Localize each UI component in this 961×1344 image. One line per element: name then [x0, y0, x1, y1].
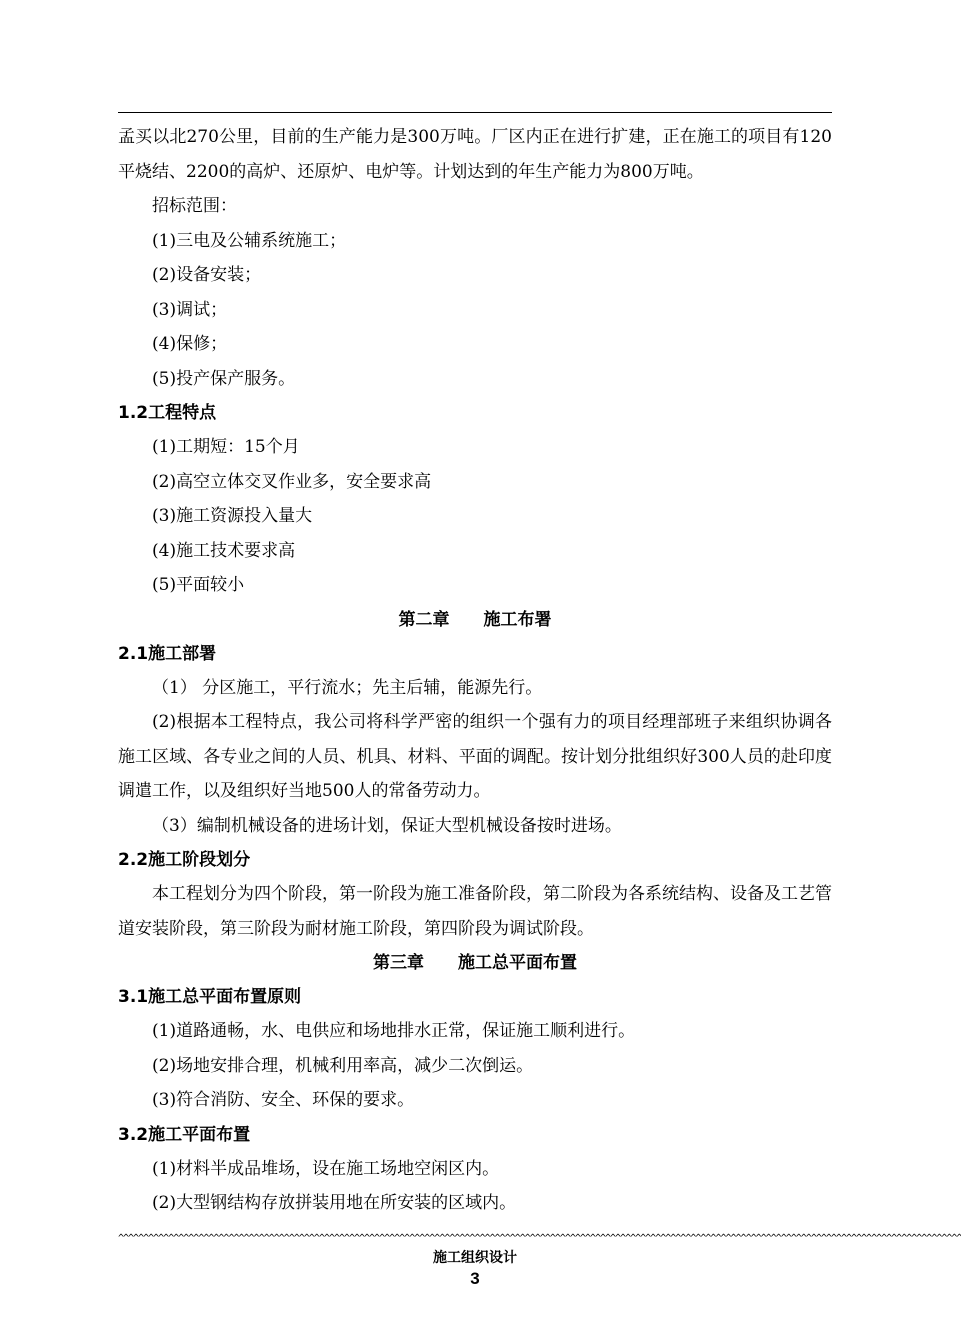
header-rule	[118, 112, 832, 113]
feature-item: (2)高空立体交叉作业多，安全要求高	[152, 471, 432, 492]
feature-item: (4)施工技术要求高	[152, 540, 296, 561]
principle-item: (1)道路通畅，水、电供应和场地排水正常，保证施工顺利进行。	[152, 1021, 636, 1041]
scope-label: 招标范围：	[152, 196, 237, 216]
phases-paragraph: 本工程划分为四个阶段，第一阶段为施工准备阶段，第二阶段为各系统结构、设备及工艺管道安装阶段，第三阶段为耐材施工阶段，第四阶段为调试阶段。	[118, 884, 832, 939]
feature-item: (5)平面较小	[152, 575, 245, 595]
chapter-3-number: 第三章	[373, 953, 424, 973]
footer-ornament-line: ^^^^^^^^^^^^^^^^^^^^^^^^^^^^^^^^^^^^^^^^^^^^^^^^^^^^^^^^^^^^^^^^^^^^^^^^^^^^^^^^^^^^^^^^^^^^^^^^^^^^^^^^^^^^^^^^^^^^^^^^^^^^^^^^^^^^^^^^^^^^^^^^^^^^^^^^^^^^^^^^^^^^^^^^	[118, 1233, 961, 1244]
principle-item: (2)场地安排合理，机械利用率高，减少二次倒运。	[152, 1055, 534, 1076]
section-heading-2-2: 2.2施工阶段划分	[118, 850, 251, 870]
scope-item: (1)三电及公辅系统施工；	[152, 230, 347, 251]
chapter-3-title: 施工总平面布置	[458, 953, 577, 973]
scope-item: (5)投产保产服务。	[152, 368, 296, 389]
chapter-2-heading	[118, 603, 832, 637]
feature-item: (3)施工资源投入量大	[152, 506, 313, 526]
principle-item: (3)符合消防、安全、环保的要求。	[152, 1090, 415, 1110]
chapter-3-heading	[118, 946, 832, 980]
layout-item: (2)大型钢结构存放拼装用地在所安装的区域内。	[152, 1193, 517, 1213]
document-body	[118, 120, 832, 1221]
page-number: 3	[470, 1269, 480, 1288]
section-heading-3-1: 3.1施工总平面布置原则	[118, 987, 302, 1007]
section-heading-1-2: 1.2工程特点	[118, 403, 217, 423]
feature-item: (1)工期短：15个月	[152, 437, 300, 457]
section-heading-2-1: 2.1施工部署	[118, 643, 217, 664]
deploy-item-1: （1） 分区施工，平行流水；先主后辅，能源先行。	[152, 677, 543, 698]
scope-item: (4)保修；	[152, 334, 228, 354]
chapter-2-title: 施工布署	[483, 609, 552, 630]
deploy-item-3: （3）编制机械设备的进场计划，保证大型机械设备按时进场。	[152, 815, 622, 836]
layout-item: (1)材料半成品堆场，设在施工场地空闲区内。	[152, 1158, 500, 1179]
section-heading-3-2: 3.2施工平面布置	[118, 1124, 251, 1145]
paragraph-intro: 孟买以北270公里，目前的生产能力是300万吨。厂区内正在进行扩建，正在施工的项目有120平烧结、2200的高炉、还原炉、电炉等。计划达到的年生产能力为800万吨。	[118, 127, 832, 182]
chapter-2-number: 第二章	[398, 609, 450, 630]
deploy-item-2: (2)根据本工程特点，我公司将科学严密的组织一个强有力的项目经理部班子来组织协调各施工区域、各专业之间的人员、机具、材料、平面的调配。按计划分批组织好300人员的赴印度调遣工作，以及组织好当地500人的常备劳动力。	[118, 712, 832, 801]
footer-title: 施工组织设计	[433, 1250, 517, 1266]
scope-item: (3)调试；	[152, 299, 228, 320]
scope-item: (2)设备安装；	[152, 265, 262, 285]
